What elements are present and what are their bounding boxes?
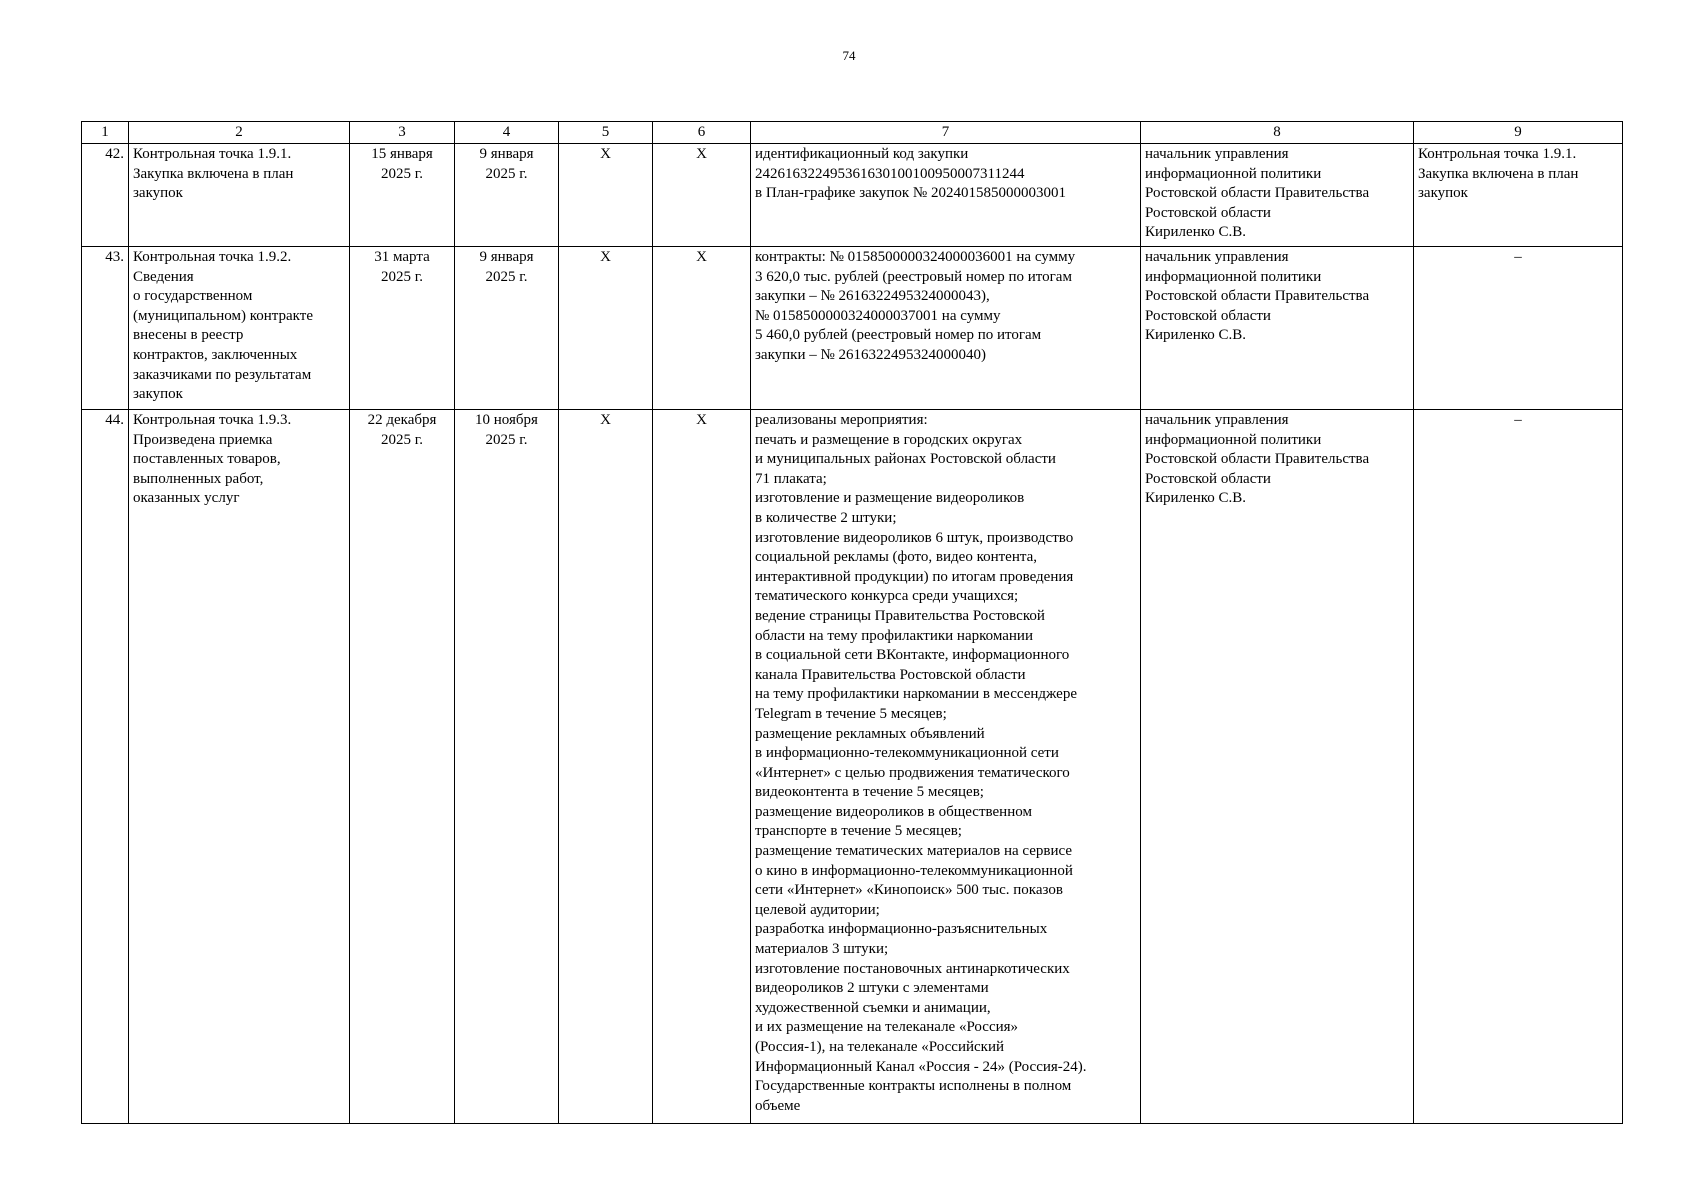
result-text: контракты: № 0158500000324000036001 на сумму 3 620,0 тыс. рублей (реестровый номер по итогам закупки – № 2616322495324000043), № 0158500000324000037001 на сумму 5 460,0 рублей (реестровый номер по итогам закупки – № 2616322495324000040): [751, 247, 1141, 410]
column-header: 9: [1414, 122, 1623, 144]
row-number: 42.: [82, 144, 129, 247]
col6-mark: X: [653, 144, 751, 247]
page-number: 74: [842, 48, 856, 63]
plan-date: 15 января 2025 г.: [350, 144, 455, 247]
control-points-table: [81, 121, 1623, 1124]
row-number: 44.: [82, 410, 129, 1124]
col5-mark: X: [559, 410, 653, 1124]
column-header: 7: [751, 122, 1141, 144]
fact-date: 10 ноября 2025 г.: [455, 410, 559, 1124]
fact-date: 9 января 2025 г.: [455, 247, 559, 410]
column-header: 8: [1141, 122, 1414, 144]
col5-mark: X: [559, 247, 653, 410]
col9-text: –: [1414, 410, 1623, 1124]
header-row: [82, 122, 1623, 144]
responsible-person: начальник управления информационной политики Ростовской области Правительства Ростовской области Кириленко С.В.: [1141, 144, 1414, 247]
col9-text: –: [1414, 247, 1623, 410]
column-header: 2: [129, 122, 350, 144]
control-point-name: Контрольная точка 1.9.2. Сведения о государственном (муниципальном) контракте внесены в реестр контрактов, заключенных заказчиками по результатам закупок: [129, 247, 350, 410]
column-header: 1: [82, 122, 129, 144]
col5-mark: X: [559, 144, 653, 247]
column-header: 3: [350, 122, 455, 144]
column-header: 6: [653, 122, 751, 144]
table-row: [82, 410, 1623, 1124]
col9-text: Контрольная точка 1.9.1. Закупка включена в план закупок: [1414, 144, 1623, 247]
fact-date: 9 января 2025 г.: [455, 144, 559, 247]
result-text: реализованы мероприятия: печать и размещение в городских округах и муниципальных районах Ростовской области 71 плаката; изготовление и размещение видеороликов в количестве 2 штуки; изготовление видеороликов 6 штук, производство социальной рекламы (фото, видео контента, интерактивной продукции) по итогам проведения тематического конкурса среди учащихся; ведение страницы Правительства Ростовской области на тему профилактики наркомании в социальной сети ВКонтакте, информационного канала Правительства Ростовской области на тему профилактики наркомании в мессенджере Telegram в течение 5 месяцев; размещение рекламных объявлений в информационно-телекоммуникационной сети «Интернет» с целью продвижения тематического видеоконтента в течение 5 месяцев; размещение видеороликов в общественном транспорте в течение 5 месяцев; размещение тематических материалов на сервисе о кино в информационно-телекоммуникационной сети «Интернет» «Кинопоиск» 500 тыс. показов целевой аудитории; разработка информационно-разъяснительных материалов 3 штуки; изготовление постановочных антинаркотических видеороликов 2 штуки с элементами художественной съемки и анимации, и их размещение на телеканале «Россия» (Россия-1), на телеканале «Российский Информационный Канал «Россия - 24» (Россия-24). Государственные контракты исполнены в полном объеме: [751, 410, 1141, 1124]
column-header: 4: [455, 122, 559, 144]
col6-mark: X: [653, 410, 751, 1124]
col6-mark: X: [653, 247, 751, 410]
control-point-name: Контрольная точка 1.9.3. Произведена приемка поставленных товаров, выполненных работ, оказанных услуг: [129, 410, 350, 1124]
result-text: идентификационный код закупки 242616322495361630100100950007311244 в План-графике закупок № 202401585000003001: [751, 144, 1141, 247]
table-row: [82, 247, 1623, 410]
control-point-name: Контрольная точка 1.9.1. Закупка включена в план закупок: [129, 144, 350, 247]
column-header: 5: [559, 122, 653, 144]
responsible-person: начальник управления информационной политики Ростовской области Правительства Ростовской области Кириленко С.В.: [1141, 247, 1414, 410]
plan-date: 22 декабря 2025 г.: [350, 410, 455, 1124]
row-number: 43.: [82, 247, 129, 410]
responsible-person: начальник управления информационной политики Ростовской области Правительства Ростовской области Кириленко С.В.: [1141, 410, 1414, 1124]
table-row: [82, 144, 1623, 247]
plan-date: 31 марта 2025 г.: [350, 247, 455, 410]
